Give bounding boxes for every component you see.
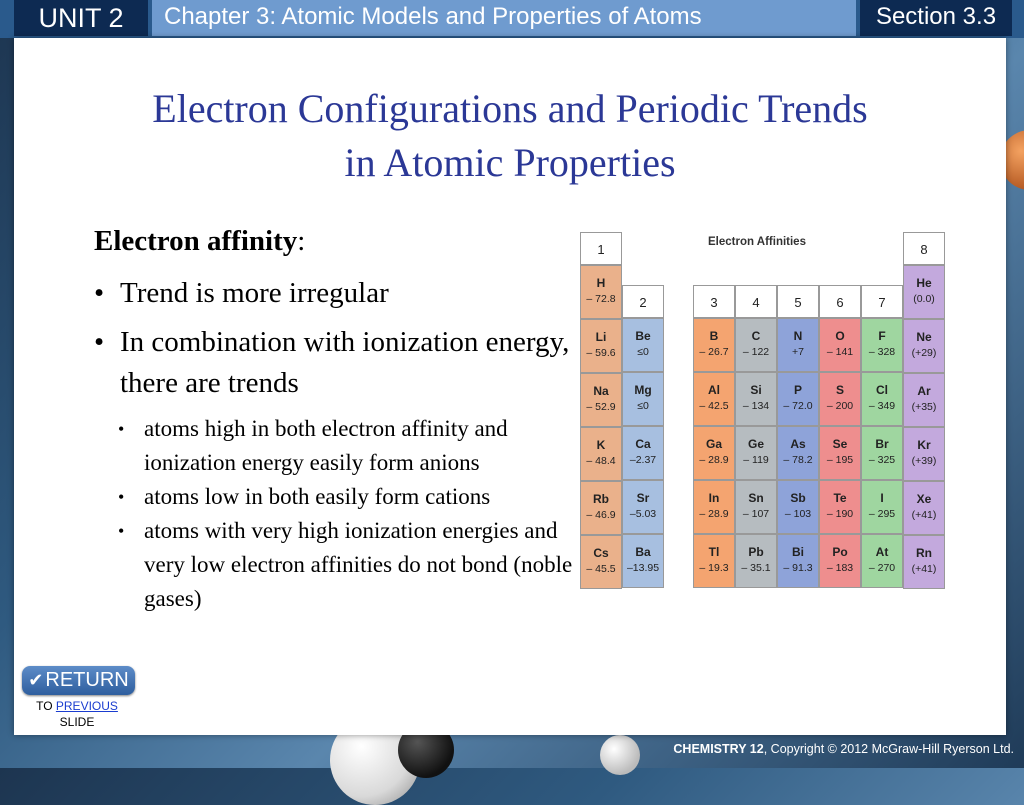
element-cell (777, 534, 819, 588)
element-cell (819, 426, 861, 480)
element-affinity-value: – 42.5 (699, 400, 729, 412)
group-header-7: 7 (861, 285, 903, 318)
element-affinity-value: (+41) (911, 509, 937, 521)
element-symbol: Si (750, 383, 762, 397)
element-cell (693, 426, 735, 480)
element-cell (903, 481, 945, 535)
element-symbol: P (793, 383, 802, 397)
element-affinity-value: – 59.6 (586, 347, 616, 359)
element-affinity-value: – 91.3 (783, 562, 813, 574)
sub-bullet-item: • atoms low in both easily form cations (118, 480, 574, 514)
element-cell (580, 319, 622, 373)
element-cell (735, 318, 777, 372)
element-affinity-value: – 122 (742, 346, 770, 358)
element-affinity-value: – 72.0 (783, 400, 813, 412)
heading-colon: : (297, 225, 306, 257)
element-cell (735, 372, 777, 426)
checkmark-icon: ✔ (28, 670, 44, 690)
element-symbol: Kr (917, 438, 931, 452)
element-cell (861, 480, 903, 534)
element-affinity-value: (0.0) (913, 293, 935, 305)
element-affinity-value: – 107 (742, 508, 770, 520)
element-cell (580, 481, 622, 535)
element-affinity-value: – 52.9 (586, 401, 616, 413)
element-affinity-value: – 349 (868, 400, 896, 412)
element-symbol: In (708, 491, 720, 505)
element-cell (735, 480, 777, 534)
element-affinity-value: –5.03 (629, 508, 657, 520)
element-symbol: K (596, 438, 606, 452)
bullet-text: In combination with ionization energy, there are trends (120, 326, 570, 399)
sub-bullet-text: atoms low in both easily form cations (144, 484, 491, 509)
element-affinity-value: (+29) (911, 347, 937, 359)
element-symbol: Te (833, 491, 847, 505)
element-symbol: F (878, 329, 886, 343)
electron-affinity-table (580, 232, 946, 592)
element-affinity-value: – 26.7 (699, 346, 729, 358)
element-affinity-value: – 328 (868, 346, 896, 358)
group-header-4: 4 (735, 285, 777, 318)
footer-copyright (673, 742, 1014, 756)
element-cell (622, 318, 664, 372)
element-cell (903, 265, 945, 319)
element-affinity-value: – 35.1 (741, 562, 771, 574)
slide-title (54, 82, 966, 190)
group-header-3: 3 (693, 285, 735, 318)
element-symbol: O (835, 329, 845, 343)
group-header-8: 8 (903, 232, 945, 265)
element-symbol: Xe (916, 492, 932, 506)
footer-copyright-text: , Copyright © 2012 McGraw-Hill Ryerson Ltd. (763, 742, 1014, 756)
previous-slide-link-group (22, 698, 132, 730)
element-affinity-value: – 46.9 (586, 509, 616, 521)
element-symbol: Sn (748, 491, 764, 505)
element-symbol: B (709, 329, 719, 343)
element-symbol: Ne (916, 330, 932, 344)
element-symbol: N (793, 329, 803, 343)
element-cell (861, 372, 903, 426)
element-affinity-value: – 270 (868, 562, 896, 574)
element-symbol: Se (832, 437, 848, 451)
chapter-label: Chapter 3: Atomic Models and Properties of Atoms (152, 0, 856, 36)
element-cell (622, 426, 664, 480)
element-affinity-value: – 134 (742, 400, 770, 412)
element-symbol: Rb (593, 492, 609, 506)
to-label: TO (36, 699, 53, 713)
element-affinity-value: ≤0 (637, 346, 649, 358)
element-cell (580, 427, 622, 481)
sub-bullet-text: atoms with very high ionization energies and very low electron affinities do not bond (noble gases) (144, 518, 573, 611)
element-affinity-value: (+41) (911, 563, 937, 575)
element-affinity-value: – 48.4 (586, 455, 616, 467)
element-cell (861, 426, 903, 480)
element-cell (693, 534, 735, 588)
body-heading (94, 223, 574, 259)
element-symbol: He (916, 276, 932, 290)
element-symbol: Ca (635, 437, 651, 451)
return-label: RETURN (45, 669, 129, 691)
footer-brand: CHEMISTRY 12 (673, 742, 764, 756)
previous-slide-link[interactable]: PREVIOUS (55, 699, 118, 713)
element-symbol: Po (832, 545, 848, 559)
element-symbol: I (880, 491, 884, 505)
element-cell (580, 535, 622, 589)
header-bar (0, 0, 1024, 38)
element-cell (580, 265, 622, 319)
element-affinity-value: (+35) (911, 401, 937, 413)
element-symbol: At (875, 545, 889, 559)
element-cell (861, 318, 903, 372)
element-cell (777, 480, 819, 534)
slide-panel (14, 38, 1006, 735)
element-affinity-value: – 141 (826, 346, 854, 358)
element-cell (903, 373, 945, 427)
element-symbol: C (751, 329, 761, 343)
sub-bullet-item: • atoms high in both electron affinity and ionization energy easily form anions (118, 412, 574, 480)
element-cell (819, 534, 861, 588)
element-symbol: Be (635, 329, 651, 343)
slide-label: SLIDE (59, 715, 95, 729)
element-cell (693, 480, 735, 534)
element-affinity-value: – 195 (826, 454, 854, 466)
element-affinity-value: – 78.2 (783, 454, 813, 466)
element-affinity-value: – 183 (826, 562, 854, 574)
element-symbol: Ga (705, 437, 722, 451)
element-affinity-value: – 19.3 (699, 562, 729, 574)
element-cell (903, 535, 945, 589)
element-affinity-value: – 295 (868, 508, 896, 520)
element-symbol: H (596, 276, 606, 290)
element-symbol: Al (708, 383, 720, 397)
element-affinity-value: – 28.9 (699, 508, 729, 520)
sub-bullet-text: atoms high in both electron affinity and ionization energy easily form anions (144, 416, 508, 475)
sub-bullet-list (94, 412, 574, 616)
element-cell (819, 318, 861, 372)
sub-bullet-item: • atoms with very high ionization energies and very low electron affinities do not bond (noble gases) (118, 514, 574, 616)
unit-label: UNIT 2 (14, 0, 148, 36)
element-cell (735, 426, 777, 480)
element-cell (903, 427, 945, 481)
heading-term: Electron affinity (94, 225, 298, 257)
element-symbol: Sb (790, 491, 806, 505)
element-symbol: Cl (876, 383, 888, 397)
element-affinity-value: – 200 (826, 400, 854, 412)
element-affinity-value: – 190 (826, 508, 854, 520)
table-title: Electron Affinities (708, 236, 806, 248)
molecule-decoration (600, 735, 640, 775)
element-affinity-value: – 103 (784, 508, 812, 520)
element-symbol: Pb (748, 545, 764, 559)
element-cell (819, 372, 861, 426)
element-symbol: Rn (916, 546, 932, 560)
element-affinity-value: +7 (792, 346, 804, 358)
element-cell (777, 426, 819, 480)
title-line-1: Electron Configurations and Periodic Trends (152, 86, 868, 131)
return-button[interactable] (22, 666, 135, 695)
element-symbol: Na (593, 384, 609, 398)
title-line-2: in Atomic Properties (344, 140, 676, 185)
slide-body (94, 223, 574, 616)
element-cell (735, 534, 777, 588)
bullet-item: • In combination with ionization energy, there are trends (94, 322, 574, 404)
element-symbol: Mg (634, 383, 652, 397)
element-symbol: Bi (792, 545, 804, 559)
group-header-2: 2 (622, 285, 664, 318)
element-symbol: S (835, 383, 844, 397)
element-symbol: Sr (636, 491, 650, 505)
element-cell (622, 480, 664, 534)
bullet-text: Trend is more irregular (120, 277, 389, 309)
element-symbol: Ge (747, 437, 764, 451)
element-cell (777, 318, 819, 372)
element-affinity-value: – 28.9 (699, 454, 729, 466)
element-symbol: Cs (593, 546, 609, 560)
element-cell (693, 372, 735, 426)
element-affinity-value: –2.37 (629, 454, 657, 466)
bullet-item: • Trend is more irregular (94, 273, 574, 314)
element-symbol: Ba (635, 545, 651, 559)
element-cell (903, 319, 945, 373)
element-cell (622, 372, 664, 426)
element-symbol: Li (595, 330, 607, 344)
element-affinity-value: – 45.5 (586, 563, 616, 575)
element-symbol: Br (875, 437, 889, 451)
element-affinity-value: (+39) (911, 455, 937, 467)
element-cell (580, 373, 622, 427)
element-cell (622, 534, 664, 588)
element-affinity-value: –13.95 (626, 562, 660, 574)
element-cell (819, 480, 861, 534)
element-symbol: Ar (917, 384, 931, 398)
element-affinity-value: – 325 (868, 454, 896, 466)
element-symbol: Tl (708, 545, 720, 559)
group-header-6: 6 (819, 285, 861, 318)
element-affinity-value: – 72.8 (586, 293, 616, 305)
group-header-5: 5 (777, 285, 819, 318)
group-header-1: 1 (580, 232, 622, 265)
element-affinity-value: – 119 (743, 454, 769, 466)
element-cell (693, 318, 735, 372)
element-cell (861, 534, 903, 588)
element-symbol: As (790, 437, 806, 451)
section-label: Section 3.3 (860, 0, 1012, 36)
element-cell (777, 372, 819, 426)
element-affinity-value: ≤0 (637, 400, 649, 412)
